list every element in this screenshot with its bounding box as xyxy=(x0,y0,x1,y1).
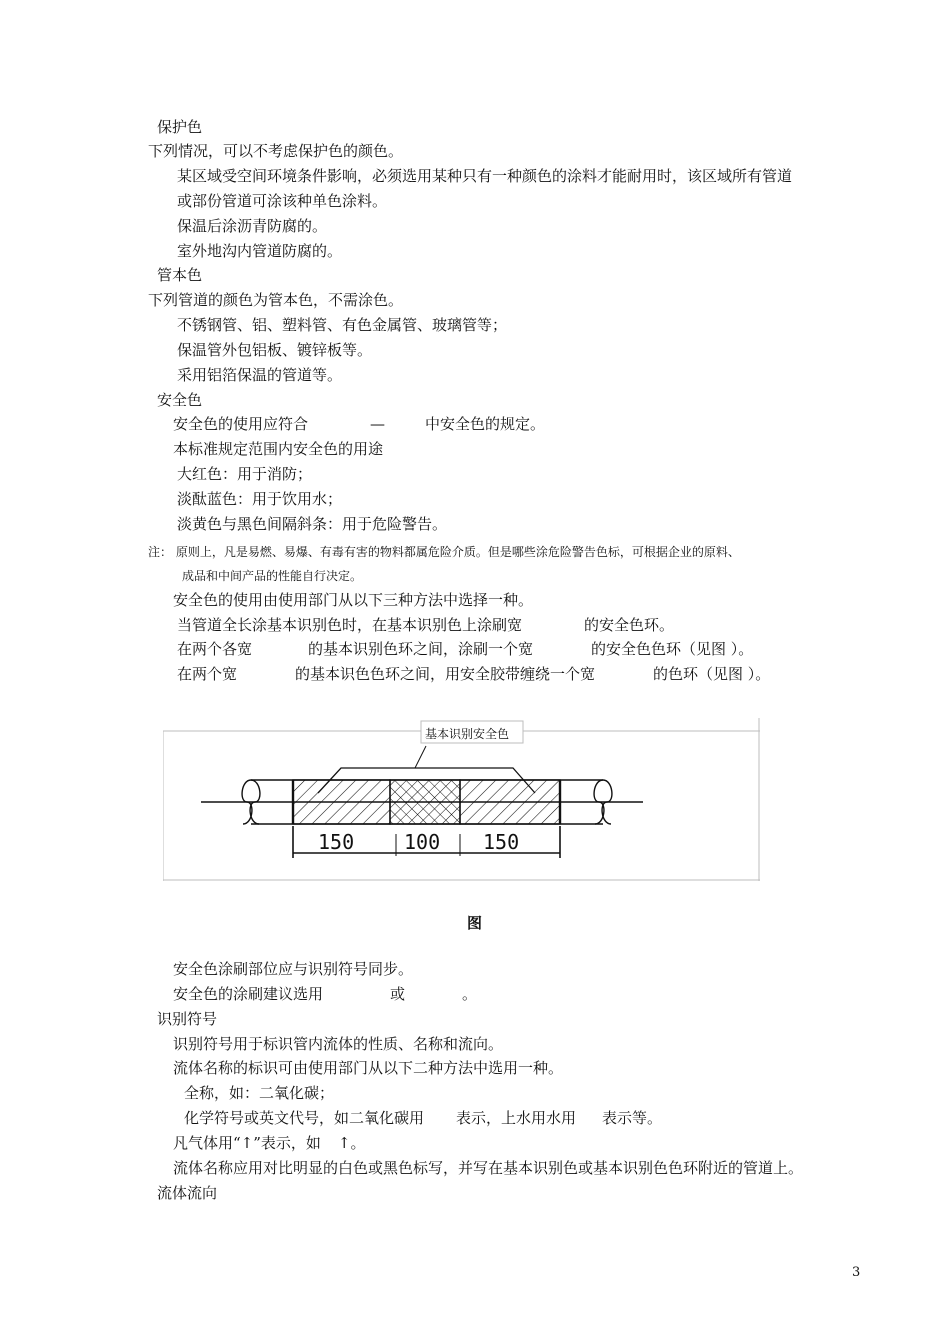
heading-identification-symbol: 识别符号 xyxy=(157,1010,218,1028)
note: 注： 原则上，凡是易燃、易爆、有毒有害的物料都属危险介质。但是哪些涂危险警告色标，可根据企业的原料、 xyxy=(148,545,740,559)
text-fragment: 在两个各宽 xyxy=(177,640,253,658)
paragraph: 保温管外包铝板、镀锌板等。 xyxy=(177,341,373,359)
text-fragment: 表示等。 xyxy=(602,1109,663,1127)
paragraph: 本标准规定范围内安全色的用途 xyxy=(173,440,384,458)
dimension-label-center: 100 xyxy=(404,830,441,854)
paragraph xyxy=(177,664,770,684)
paragraph xyxy=(177,615,674,635)
paragraph: 淡黄色与黑色间隔斜条：用于危险警告。 xyxy=(177,515,448,533)
text-fragment: 。 xyxy=(462,985,478,1003)
text-fragment: 安全色的涂刷建议选用 xyxy=(173,985,324,1003)
base-color-ring-left xyxy=(293,780,390,824)
heading-protective-color: 保护色 xyxy=(157,118,203,136)
paragraph: 下列情况，可以不考虑保护色的颜色。 xyxy=(148,142,404,160)
figure-caption: 图 xyxy=(467,914,483,932)
text-fragment: 在两个宽 xyxy=(177,665,238,683)
text-fragment: 的基本识色色环之间，用安全胶带缠绕一个宽 xyxy=(295,665,596,683)
heading-safety-color: 安全色 xyxy=(157,391,203,409)
paragraph: 不锈钢管、铝、塑料管、有色金属管、玻璃管等； xyxy=(177,316,508,334)
heading-flow-direction: 流体流向 xyxy=(157,1184,218,1202)
text-fragment: 表示，上水用水用 xyxy=(456,1109,577,1127)
note: 成品和中间产品的性能自行决定。 xyxy=(182,569,363,583)
paragraph: 或部份管道可涂该种单色涂料。 xyxy=(177,192,388,210)
text-fragment: 凡气体用“↑”表示，如 xyxy=(173,1134,321,1152)
paragraph xyxy=(177,639,753,659)
paragraph: 安全色的使用由使用部门从以下三种方法中选择一种。 xyxy=(173,591,534,609)
paragraph xyxy=(173,414,545,434)
paragraph: 室外地沟内管道防腐的。 xyxy=(177,242,343,260)
dimension-label-right: 150 xyxy=(483,830,520,854)
paragraph: 安全色涂刷部位应与识别符号同步。 xyxy=(173,960,414,978)
text-fragment: 的安全色色环（见图 ）。 xyxy=(591,640,754,658)
text-fragment: 的安全色环。 xyxy=(584,616,675,634)
paragraph: 某区域受空间环境条件影响，必须选用某种只有一种颜色的涂料才能耐用时，该区域所有管道 xyxy=(177,167,793,185)
heading-pipe-natural-color: 管本色 xyxy=(157,266,203,284)
text-fragment: 的色环（见图 ）。 xyxy=(653,665,771,683)
paragraph: 流体名称应用对比明显的白色或黑色标写，并写在基本识别色或基本识别色色环附近的管道上。 xyxy=(173,1159,804,1177)
dimension-label-left: 150 xyxy=(318,830,355,854)
text-fragment: 或 xyxy=(390,985,406,1003)
paragraph: 大红色：用于消防； xyxy=(177,465,313,483)
page-number: 3 xyxy=(852,1265,861,1280)
paragraph: 采用铝箔保温的管道等。 xyxy=(177,366,343,384)
paragraph: 淡酞蓝色：用于饮用水； xyxy=(177,490,343,508)
paragraph: 保温后涂沥青防腐的。 xyxy=(177,217,328,235)
text-fragment: 当管道全长涂基本识别色时，在基本识别色上涂刷宽 xyxy=(177,616,523,634)
safety-color-ring-diagram xyxy=(163,718,760,881)
safety-color-ring xyxy=(390,780,460,824)
base-color-ring-right xyxy=(460,780,560,824)
text-fragment: ↑。 xyxy=(337,1134,366,1152)
paragraph: 流体名称的标识可由使用部门从以下二种方法中选用一种。 xyxy=(173,1059,564,1077)
text-fragment: 的基本识别色环之间，涂刷一个宽 xyxy=(308,640,534,658)
text-fragment: 化学符号或英文代号，如二氧化碳用 xyxy=(184,1109,425,1127)
paragraph: 下列管道的颜色为管本色，不需涂色。 xyxy=(148,291,404,309)
paragraph: 识别符号用于标识管内流体的性质、名称和流向。 xyxy=(173,1035,504,1053)
paragraph xyxy=(184,1108,662,1128)
callout-label xyxy=(421,721,523,743)
paragraph: 全称，如：二氧化碳； xyxy=(184,1084,335,1102)
text-fragment: 安全色的使用应符合 xyxy=(173,415,309,433)
paragraph xyxy=(173,1133,365,1153)
callout-text: 基本识别安全色 xyxy=(425,727,510,741)
text-fragment: — xyxy=(370,415,386,433)
text-fragment: 中安全色的规定。 xyxy=(425,415,546,433)
paragraph xyxy=(173,984,477,1004)
